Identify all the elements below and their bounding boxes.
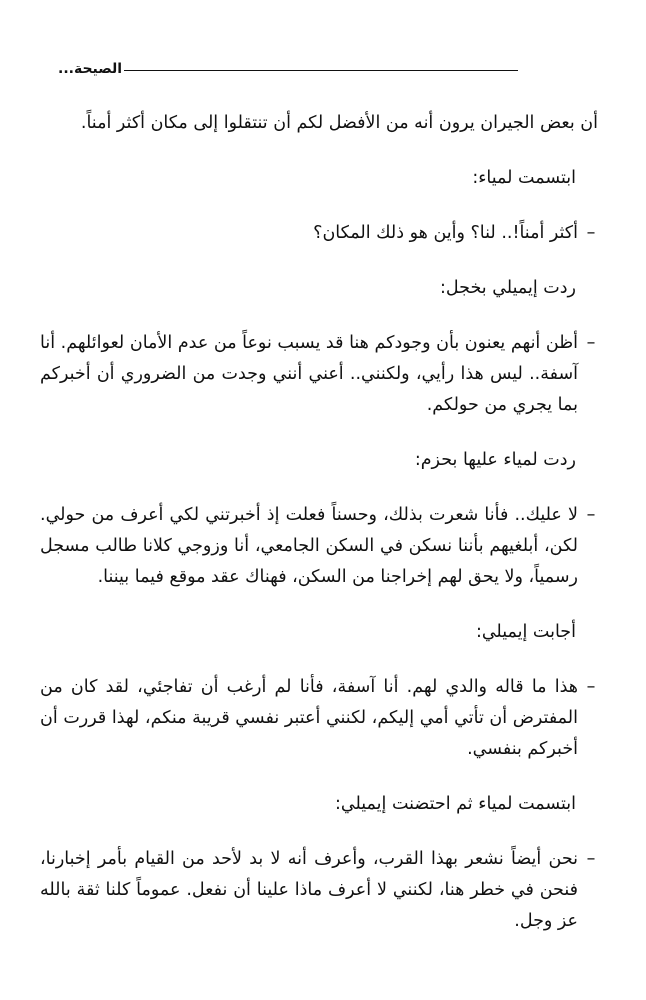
narration-text: أجابت إيميلي: <box>475 622 576 642</box>
running-header <box>58 58 518 82</box>
dialogue-line <box>40 844 598 937</box>
dialogue-line <box>40 328 598 421</box>
dialogue-dash: – <box>586 223 596 243</box>
narration-text: ردت إيميلي بخجل: <box>440 278 576 298</box>
header-rule <box>124 70 518 71</box>
dialogue-text: هذا ما قاله والدي لهم. أنا آسفة، فأنا لم أرغب أن تفاجئي، لقد كان من المفترض أن تأتي أمي إليكم، لكنني أعتبر نفسي قريبة منكم، لهذا قررت أن أخبركم بنفسي. <box>40 677 578 759</box>
paragraph-text: أن بعض الجيران يرون أنه من الأفضل لكم أن تنتقلوا إلى مكان أكثر أمناً. <box>80 113 598 133</box>
dialogue-text: لا عليك.. فأنا شعرت بذلك، وحسناً فعلت إذ أخبرتني لكي أعرف من حولي. لكن، أبلغيهم بأننا نسكن في السكن الجامعي، أنا وزوجي كلانا طالب مسجل رسمياً، ولا يحق لهم إخراجنا من السكن، فهناك عقد موقع فيما بيننا. <box>40 505 578 587</box>
narration-text: ردت لمياء عليها بحزم: <box>414 450 576 470</box>
narration-text: ابتسمت لمياء ثم احتضنت إيميلي: <box>335 794 576 814</box>
running-header-title: الصيحة... <box>58 61 123 77</box>
paragraph <box>40 108 598 139</box>
dialogue-dash: – <box>586 505 596 525</box>
narration-line <box>40 789 598 820</box>
dialogue-text: نحن أيضاً نشعر بهذا القرب، وأعرف أنه لا بد لأحد من القيام بأمر إخبارنا، فنحن في خطر هنا، لكنني لا أعرف ماذا علينا أن نفعل. عموماً كلنا ثقة بالله عز وجل. <box>40 849 578 931</box>
dialogue-line <box>40 218 598 249</box>
dialogue-line <box>40 672 598 765</box>
dialogue-text: أظن أنهم يعنون بأن وجودكم هنا قد يسبب نوعاً من عدم الأمان لعوائلهم. أنا آسفة.. ليس هذا رأيي، ولكنني.. أعني أنني وجدت من الضروري أن أخبركم بما يجري من حولكم. <box>40 333 578 415</box>
dialogue-dash: – <box>586 677 596 697</box>
dialogue-dash: – <box>586 849 596 869</box>
narration-line <box>40 445 598 476</box>
dialogue-text: أكثر أمناً!.. لنا؟ وأين هو ذلك المكان؟ <box>313 223 578 243</box>
narration-line <box>40 163 598 194</box>
body-text <box>40 108 598 961</box>
narration-line <box>40 617 598 648</box>
dialogue-line <box>40 500 598 593</box>
narration-line <box>40 273 598 304</box>
dialogue-dash: – <box>586 333 596 353</box>
narration-text: ابتسمت لمياء: <box>472 168 576 188</box>
